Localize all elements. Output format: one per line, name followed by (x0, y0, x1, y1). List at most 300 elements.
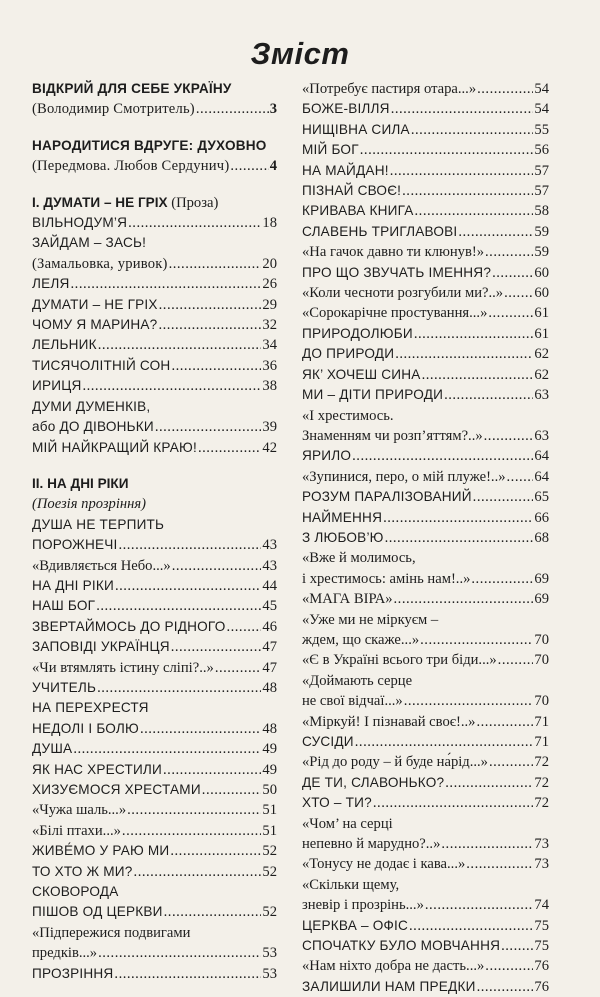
page-number: 42 (262, 439, 277, 456)
toc-entry-title: НА ДНІ РІКИ (32, 577, 114, 593)
toc-entry-line (32, 943, 277, 963)
toc-entry (32, 841, 277, 861)
toc-entry-title: «На гачок давно ти клюнув!» (302, 244, 485, 261)
toc-entry-line (32, 800, 277, 820)
page-number: 71 (534, 734, 549, 750)
toc-entry (302, 222, 549, 242)
leader-dots (128, 213, 261, 233)
toc-entry (302, 610, 549, 651)
toc-entry (302, 528, 549, 548)
toc-entry-title: ДУША (32, 741, 73, 757)
page-number: 72 (534, 754, 549, 771)
leader-dots (122, 821, 261, 841)
page-number: 48 (262, 720, 277, 737)
toc-entry (302, 793, 549, 813)
toc-entry-line (32, 417, 277, 437)
toc-entry-title: «Білі птахи...» (32, 822, 121, 839)
page-number: 26 (262, 276, 277, 293)
toc-entry-line (32, 658, 277, 678)
toc-entry (302, 242, 549, 262)
toc-entry-title: ЯК’ ХОЧЕШ СИНА (302, 366, 421, 382)
spacer (32, 177, 277, 193)
toc-entry-line (302, 344, 549, 364)
toc-entry-line (302, 303, 549, 323)
toc-entry (32, 882, 277, 923)
page-number: 70 (534, 693, 549, 710)
leader-dots (507, 467, 534, 487)
page-number: 53 (262, 965, 277, 982)
toc-entry (302, 263, 549, 283)
toc-entry-title: ДЕ ТИ, СЛАВОНЬКО? (302, 774, 445, 790)
toc-entry-line (302, 222, 549, 242)
toc-entry (32, 576, 277, 596)
page-number: 20 (262, 255, 277, 272)
page-title: Зміст (250, 36, 350, 71)
page-number: 76 (534, 978, 549, 995)
toc-entry-title: ПРИРОДОЛЮБИ (302, 325, 413, 341)
toc-entry-line (302, 283, 549, 303)
toc-entry-line (32, 335, 277, 355)
leader-dots (202, 780, 262, 800)
toc-entry-title: «Нам ніхто добра не дасть...» (302, 958, 485, 975)
toc-entry (32, 515, 277, 556)
toc-entry-title: «Уже ми не міркуєм – (302, 611, 439, 628)
page-number: 36 (262, 357, 277, 374)
leader-dots (226, 617, 261, 637)
leader-dots (473, 487, 534, 507)
toc-entry-line (302, 548, 549, 568)
leader-dots (394, 589, 534, 609)
toc-entry-title: НА ПЕРЕХРЕСТЯ (32, 700, 149, 716)
toc-entry-line (32, 213, 277, 233)
toc-entry-line (302, 610, 549, 630)
page-number: 61 (534, 325, 549, 342)
page-number: 76 (534, 958, 549, 975)
toc-entry-title: «Доймають серце (302, 672, 413, 689)
toc-entry-line (302, 854, 549, 874)
toc-entry-line (32, 438, 277, 458)
page-number: 57 (534, 162, 549, 179)
toc-entry-line (32, 295, 277, 315)
toc-entry-title: УЧИТЕЛЬ (32, 679, 97, 695)
toc-entry-line (302, 79, 549, 99)
toc-entry (32, 136, 277, 177)
toc-entry-line (32, 233, 277, 253)
toc-entry (302, 181, 549, 201)
leader-dots (391, 99, 534, 119)
toc-entry-line (302, 140, 549, 160)
toc-entry-title: МИ – ДІТИ ПРИРОДИ (302, 387, 444, 403)
page-number: 60 (534, 285, 549, 302)
toc-entry-title: не свої відчаї...» (302, 693, 403, 710)
page-number: 51 (262, 802, 277, 819)
toc-entry (32, 760, 277, 780)
leader-dots (409, 916, 533, 936)
page-number: 49 (262, 761, 277, 778)
leader-dots (395, 344, 533, 364)
leader-dots (98, 943, 261, 963)
toc-entry (32, 739, 277, 759)
page-number: 63 (534, 427, 549, 444)
toc-entry-line (32, 356, 277, 376)
leader-dots (134, 862, 262, 882)
toc-entry-line (32, 698, 277, 718)
page-number: 53 (262, 945, 277, 962)
toc-entry-title: ХИЗУЄМОСЯ ХРЕСТАМИ (32, 782, 201, 797)
toc-entry-line (32, 136, 277, 156)
page-number: 68 (534, 529, 549, 546)
toc-entry (302, 956, 549, 976)
toc-entry-title: (Передмова. Любов Сердунич) (32, 158, 230, 175)
toc-entry-line (32, 760, 277, 780)
leader-dots (98, 335, 262, 355)
toc-entry-title: ДУМИ ДУМЕНКІВ, (32, 398, 151, 414)
toc-entry-line (302, 99, 549, 119)
toc-entry-title: ждем, що скаже...» (302, 631, 420, 648)
toc-entry-line (302, 263, 549, 283)
toc-entry-title: НАШ БОГ (32, 598, 96, 614)
toc-entry (302, 854, 549, 874)
toc-entry-title: РОЗУМ ПАРАЛІЗОВАНИЙ (302, 489, 472, 505)
toc-entry (32, 315, 277, 335)
leader-dots (171, 356, 261, 376)
toc-entry-line (302, 324, 549, 344)
toc-entry (302, 752, 549, 772)
page-number: 62 (534, 366, 549, 383)
toc-entry (302, 201, 549, 221)
toc-entry-line (302, 895, 549, 915)
toc-entry-line (302, 161, 549, 181)
leader-dots (215, 658, 262, 678)
leader-dots (390, 161, 534, 181)
toc-entry (32, 800, 277, 820)
toc-entry-line (32, 274, 277, 294)
toc-entry-title: ТО ХТО Ж МИ? (32, 863, 133, 879)
toc-entry-line (32, 596, 277, 616)
toc-entry-title: «Вже й молимось, (302, 550, 416, 567)
page-number: 70 (534, 652, 549, 669)
toc-entry-line (32, 79, 277, 99)
section-heading (32, 193, 277, 213)
leader-dots (498, 650, 534, 670)
toc-entry-title: «МАГА ВІРА» (302, 591, 393, 608)
toc-entry (302, 508, 549, 528)
toc-entry-title: зневір і прозрінь...» (302, 897, 424, 914)
toc-entry-title: «Потребує пастиря отара...» (302, 81, 477, 97)
toc-entry (32, 274, 277, 294)
leader-dots (477, 977, 534, 997)
toc-entry (32, 376, 277, 396)
toc-entry-line (32, 637, 277, 657)
toc-entry-title: ПІШОВ ОД ЦЕРКВИ (32, 904, 163, 920)
toc-entry-title: ДО ПРИРОДИ (302, 346, 395, 362)
page-number: 43 (262, 557, 277, 574)
toc-entry-line (302, 936, 549, 956)
toc-entry (302, 385, 549, 405)
toc-entry (302, 671, 549, 712)
toc-entry-line (302, 120, 549, 140)
toc-entry (32, 658, 277, 678)
toc-entry (32, 356, 277, 376)
page-number: 52 (262, 863, 277, 880)
toc-entry-title: і хрестимось: амінь нам!..» (302, 570, 471, 587)
leader-dots (485, 242, 533, 262)
toc-entry (32, 678, 277, 698)
toc-entry-title: «Зупинися, перо, о мій плуже!..» (302, 468, 506, 485)
leader-dots (158, 315, 261, 335)
toc-entry-line (302, 181, 549, 201)
leader-dots (420, 630, 533, 650)
leader-dots (127, 800, 261, 820)
toc-entry-line (302, 569, 549, 589)
page-number: 47 (262, 659, 277, 676)
toc-entry-title: ЦЕРКВА – ОФІС (302, 917, 409, 933)
page-number: 72 (534, 774, 549, 791)
toc-entry-line (302, 426, 549, 446)
toc-entry-title: ИРИЦЯ (32, 378, 82, 394)
page-number: 52 (262, 904, 277, 921)
toc-entry (302, 344, 549, 364)
toc-entry-line (32, 882, 277, 902)
page-number: 60 (534, 264, 549, 281)
leader-dots (97, 678, 261, 698)
page-number: 43 (262, 537, 277, 554)
toc-entry (302, 936, 549, 956)
toc-entry-title: ПОРОЖНЕЧІ (32, 537, 118, 553)
toc-entry (302, 732, 549, 752)
page-number: 52 (262, 843, 277, 860)
toc-entry-line (302, 385, 549, 405)
page-number: 72 (534, 795, 549, 812)
toc-entry (302, 446, 549, 466)
toc-entry-title: ТИСЯЧОЛІТНІЙ СОН (32, 357, 171, 373)
toc-entry-line (302, 916, 549, 936)
toc-entry-title: «Чи втямлять істину сліпі?..» (32, 659, 214, 676)
toc-entry-title: ЗВЕРТАЙМОСЬ ДО РІДНОГО (32, 618, 226, 634)
toc-entry-line (32, 254, 277, 274)
toc-entry (302, 814, 549, 855)
leader-dots (71, 274, 262, 294)
toc-entry-line (302, 712, 549, 732)
toc-entry (302, 916, 549, 936)
toc-entry (302, 324, 549, 344)
page-number: 55 (534, 121, 549, 138)
toc-entry-title: МІЙ БОГ (302, 142, 359, 158)
toc-entry-line (32, 719, 277, 739)
spacer (32, 458, 277, 474)
leader-dots (422, 365, 534, 385)
leader-dots (484, 426, 534, 446)
toc-entry (32, 862, 277, 882)
toc-entry-line (302, 446, 549, 466)
leader-dots (501, 936, 533, 956)
toc-entry (32, 556, 277, 576)
toc-entry-title: непевно й марудно?..» (302, 836, 441, 853)
toc-entry-title: ЛЕЛЬНИК (32, 337, 97, 353)
toc-entry (302, 406, 549, 447)
toc-entry-line (32, 515, 277, 535)
page-number: 46 (262, 618, 277, 635)
leader-dots (489, 752, 533, 772)
toc-entry (302, 589, 549, 609)
page-number: 64 (534, 468, 549, 485)
toc-entry-line (302, 977, 549, 997)
toc-entry-line (32, 376, 277, 396)
leader-dots (373, 793, 534, 813)
toc-entry-title: МІЙ НАЙКРАЩИЙ КРАЮ! (32, 439, 197, 455)
toc-entry-title: (Володимир Смотритель) (32, 101, 195, 118)
toc-entry (302, 712, 549, 732)
toc-entry (32, 821, 277, 841)
toc-entry (32, 617, 277, 637)
leader-dots (82, 376, 261, 396)
page-number: 49 (262, 741, 277, 758)
toc-entry (302, 140, 549, 160)
page-number: 32 (262, 317, 277, 334)
toc-entry-line (32, 862, 277, 882)
page-number: 74 (534, 897, 549, 914)
leader-dots (140, 719, 261, 739)
leader-dots (504, 283, 533, 303)
leader-dots (360, 140, 534, 160)
toc-entry (32, 698, 277, 739)
toc-entry-title: ЗАЛИШИЛИ НАМ ПРЕДКИ (302, 978, 476, 994)
leader-dots (441, 834, 533, 854)
toc-entry-line (32, 821, 277, 841)
leader-dots (73, 739, 261, 759)
leader-dots (163, 760, 261, 780)
toc-entry-line (302, 467, 549, 487)
toc-entry-line (302, 630, 549, 650)
toc-entry-line (32, 617, 277, 637)
toc-entry-line (32, 964, 277, 984)
leader-dots (425, 895, 534, 915)
page-number: 48 (262, 679, 277, 696)
page-number: 34 (262, 337, 277, 354)
toc-entry (32, 923, 277, 964)
toc-entry (32, 335, 277, 355)
section-subtitle: (Поезія прозріння) (32, 496, 147, 513)
toc-entry-title: ПРОЗРІННЯ (32, 965, 114, 981)
page-number: 39 (262, 419, 277, 436)
toc-entry (32, 964, 277, 984)
page-number: 58 (534, 203, 549, 220)
toc-entry (302, 875, 549, 916)
toc-entry-line (32, 678, 277, 698)
page-number: 18 (262, 215, 277, 232)
section-genre: (Проза) (167, 194, 219, 211)
page-number: 65 (534, 489, 549, 506)
leader-dots (196, 99, 269, 119)
toc-entry-title: «Є в Україні всього три біди...» (302, 652, 497, 669)
leader-dots (444, 385, 533, 405)
leader-dots (115, 576, 261, 596)
toc-entry-title: «Підпережися подвигами (32, 924, 191, 941)
leader-dots (155, 417, 262, 437)
leader-dots (471, 569, 533, 589)
leader-dots (172, 556, 262, 576)
page-number: 75 (534, 938, 549, 955)
leader-dots (114, 964, 261, 984)
toc-entry-title: предків...» (32, 945, 98, 962)
toc-entry-line (302, 650, 549, 670)
toc-entry (302, 161, 549, 181)
toc-entry-title: «Скільки щему, (302, 876, 400, 893)
toc-entry-title: ЯК НАС ХРЕСТИЛИ (32, 761, 163, 777)
toc-entry-line (302, 242, 549, 262)
toc-entry-title: З ЛЮБОВ’Ю (302, 529, 384, 545)
toc-entry-line (302, 406, 549, 426)
leader-dots (477, 79, 533, 99)
toc-entry-line (32, 397, 277, 417)
leader-dots (159, 295, 262, 315)
toc-entry (302, 120, 549, 140)
toc-entry-title: «Міркуй! І пізнавай своє!..» (302, 713, 476, 730)
toc-entry-title: «І хрестимось. (302, 407, 394, 424)
toc-entry-line (302, 671, 549, 691)
toc-entry-title: КРИВАВА КНИГА (302, 203, 414, 219)
toc-entry-title: СЛАВЕНЬ ТРИГЛАВОВІ (302, 223, 458, 239)
page-number: 4 (269, 158, 277, 175)
toc-entry-title: ДУМАТИ – НЕ ГРІХ (32, 296, 158, 312)
page-number: 44 (262, 577, 277, 594)
toc-entry (302, 650, 549, 670)
page-number: 56 (534, 142, 549, 159)
toc-entry-title: «Чом’ на серці (302, 815, 393, 832)
toc-entry (302, 79, 549, 99)
toc-entry-title: ВІЛЬНОДУМ’Я (32, 215, 128, 231)
leader-dots (445, 773, 533, 793)
toc-entry-title: ЗАЙДАМ – ЗАСЬ! (32, 235, 147, 251)
toc-entry-line (32, 315, 277, 335)
leader-dots (355, 732, 534, 752)
leader-dots (383, 508, 533, 528)
toc-entry-title: ПРО ЩО ЗВУЧАТЬ ІМЕННЯ? (302, 264, 492, 280)
page-number: 69 (534, 591, 549, 608)
toc-entry-title: ЯРИЛО (302, 448, 352, 464)
toc-entry-line (302, 365, 549, 385)
leader-dots (466, 854, 533, 874)
leader-dots (164, 902, 262, 922)
toc-entry-title: НИЩІВНА СИЛА (302, 121, 410, 137)
leader-dots (476, 712, 533, 732)
toc-entry-title: ЧОМУ Я МАРИНА? (32, 317, 158, 333)
toc-entry-line (32, 99, 277, 119)
leader-dots (485, 956, 533, 976)
toc-entry-title: «Чужа шаль...» (32, 802, 127, 819)
toc-entry (302, 977, 549, 997)
toc-entry-title: НАРОДИТИСЯ ВДРУГЕ: ДУХОВНО (32, 137, 267, 153)
toc-entry-title: «Вдивляється Небо...» (32, 557, 171, 574)
page-number: 50 (262, 782, 277, 798)
toc-right-column (302, 79, 549, 997)
page-number: 59 (534, 244, 549, 261)
toc-entry (32, 233, 277, 274)
leader-dots (415, 201, 534, 221)
leader-dots (414, 324, 534, 344)
leader-dots (402, 181, 533, 201)
toc-entry-title: «Рід до роду – й буде на́рід...» (302, 754, 488, 771)
page-number: 29 (262, 296, 277, 313)
toc-entry-line (32, 156, 277, 176)
toc-entry-line (302, 589, 549, 609)
page-number: 71 (534, 713, 549, 730)
toc-entry-title: (Замальовка, уривок) (32, 255, 168, 272)
toc-left-column (32, 79, 277, 984)
spacer (32, 120, 277, 136)
toc-entry-line (302, 528, 549, 548)
toc-entry (302, 773, 549, 793)
